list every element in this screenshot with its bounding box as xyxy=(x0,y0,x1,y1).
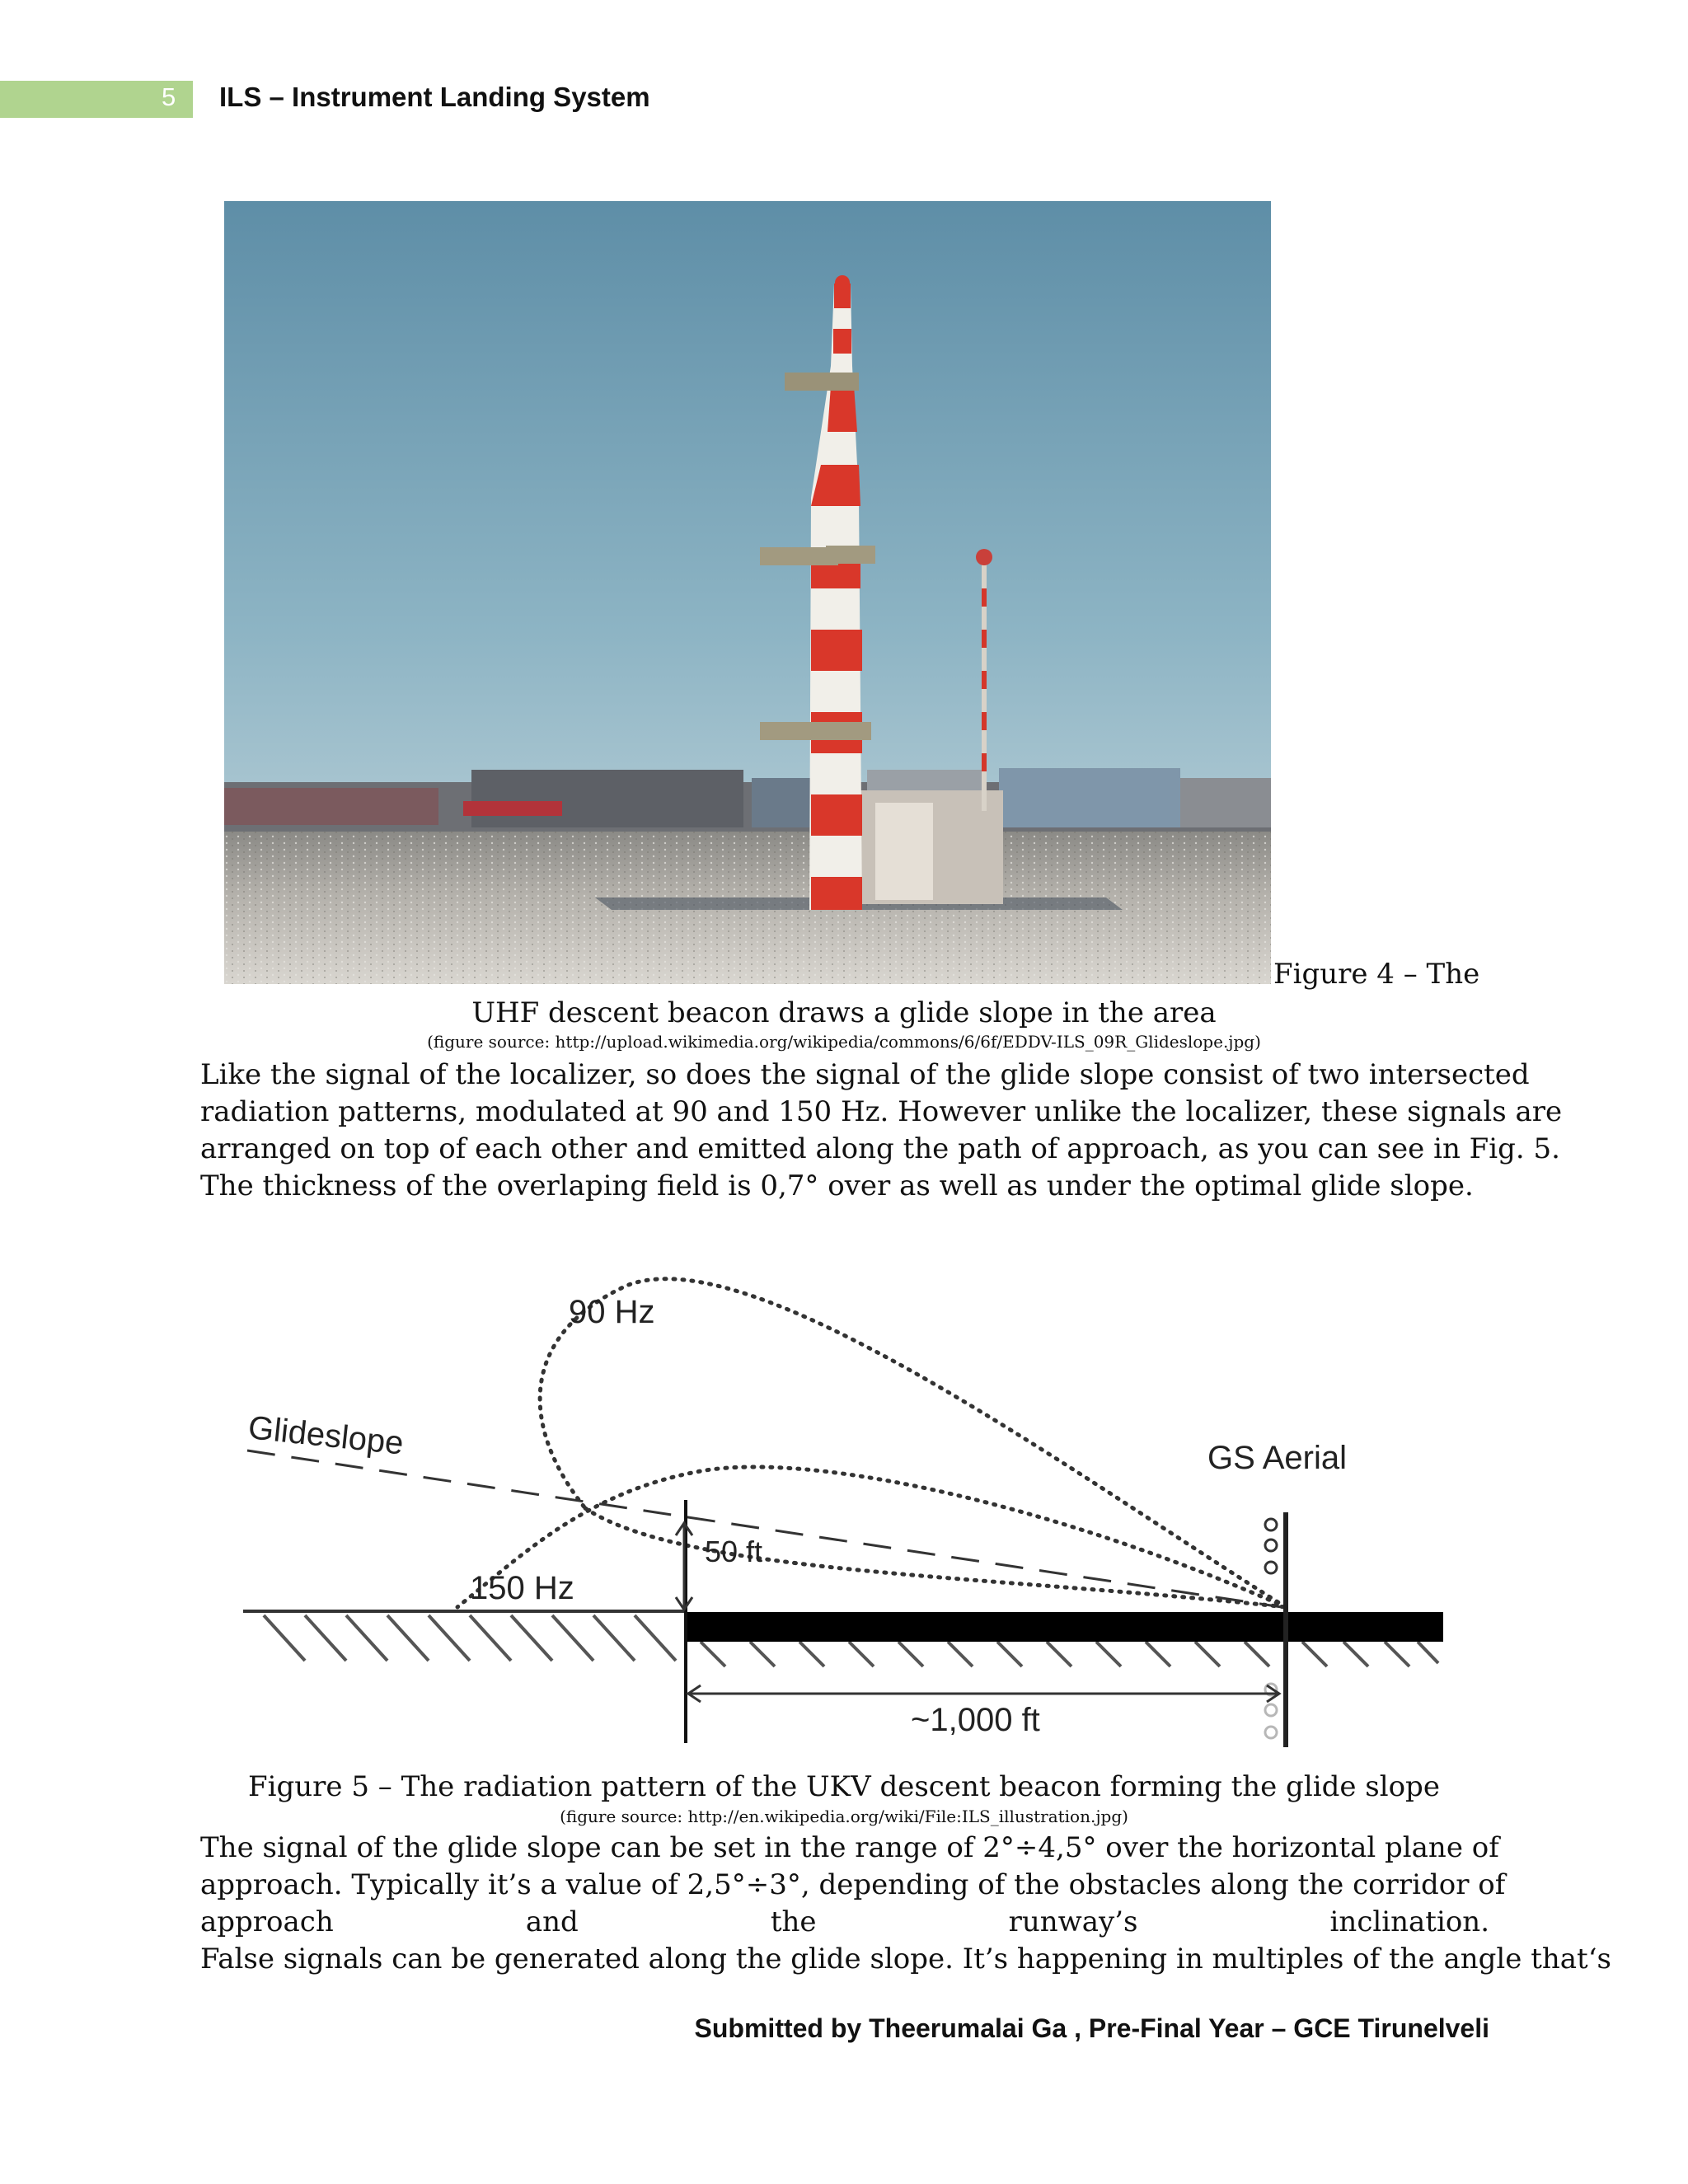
label-glideslope: Glideslope xyxy=(246,1409,406,1462)
label-90hz: 90 Hz xyxy=(569,1294,655,1330)
glideslope-radiation-diagram xyxy=(239,1261,1451,1747)
page-header-title: ILS – Instrument Landing System xyxy=(219,82,650,112)
paragraph-glide-slope-range xyxy=(200,1830,1611,1978)
paragraph2-line: False signals can be generated along the glide slope. It’s happening in multiples of the angle that‘s xyxy=(200,1943,1611,1975)
glideslope-beacon-photo xyxy=(224,201,1271,984)
paragraph-glide-slope-signal xyxy=(200,1057,1563,1205)
label-1000ft: ~1,000 ft xyxy=(911,1702,1040,1738)
label-150hz: 150 Hz xyxy=(470,1570,574,1606)
runway xyxy=(685,1612,1443,1642)
paragraph1-line: Like the signal of the localizer, so does the signal of the glide slope consist of two intersected xyxy=(200,1058,1530,1091)
figure5-caption: Figure 5 – The radiation pattern of the UKV descent beacon forming the glide slope xyxy=(248,1770,1440,1803)
height-arrow xyxy=(676,1523,692,1610)
lobe-150hz xyxy=(457,1467,1286,1607)
glideslope-line xyxy=(247,1451,1282,1607)
distance-arrow xyxy=(688,1685,1279,1702)
page-number: 5 xyxy=(162,82,176,111)
label-50ft: 50 ft xyxy=(705,1535,763,1568)
figure4-source: (figure source: http://upload.wikimedia.org/wikipedia/commons/6/6f/EDDV-ILS_09R_Glideslope.jpg) xyxy=(427,1032,1261,1052)
paragraph2-line: The signal of the glide slope can be set in the range of 2°÷4,5° over the horizontal plane of xyxy=(200,1831,1499,1864)
paragraph2-line: approach. Typically it’s a value of 2,5°÷3°, depending of the obstacles along the corridor of xyxy=(200,1868,1506,1901)
page-footer: Submitted by Theerumalai Ga , Pre-Final Year – GCE Tirunelveli xyxy=(694,2013,1489,2043)
paragraph1-line: radiation patterns, modulated at 90 and 150 Hz. However unlike the localizer, these signals are xyxy=(200,1095,1563,1128)
figure4-caption-end: UHF descent beacon draws a glide slope in the area xyxy=(471,996,1217,1029)
paragraph2-line: approach and the runway’s inclination. xyxy=(200,1905,1489,1938)
paragraph1-line: arranged on top of each other and emitted along the path of approach, as you can see in Fig. 5. xyxy=(200,1132,1560,1165)
figure4-caption-start: Figure 4 – The xyxy=(1273,958,1480,991)
paragraph1-line: The thickness of the overlaping field is 0,7° over as well as under the optimal glide slope. xyxy=(200,1169,1474,1202)
figure5-source: (figure source: http://en.wikipedia.org/wiki/File:ILS_illustration.jpg) xyxy=(560,1807,1128,1826)
label-gs-aerial: GS Aerial xyxy=(1207,1440,1347,1476)
